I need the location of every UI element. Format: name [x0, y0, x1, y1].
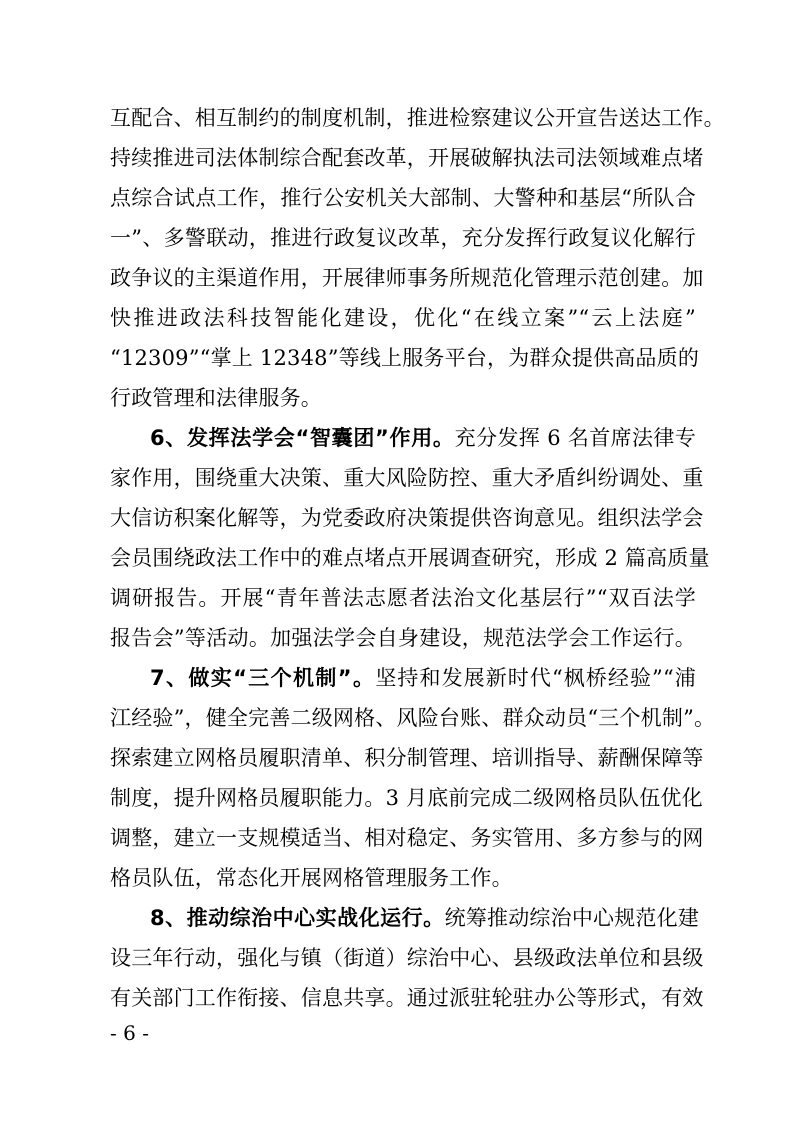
line-text: 有关部门工作衔接、信息共享。通过派驻轮驻办公等形式，有效: [110, 986, 704, 1010]
section-7-heading-line: [150, 658, 696, 698]
body-line-12: [110, 538, 710, 578]
line-text: 调整，建立一支规模适当、相对稳定、务实管用、多方参与的网: [110, 826, 704, 850]
line-text: 快推进政法科技智能化建设，优化“在线立案”“云上法庭”: [110, 306, 696, 330]
section-8-heading: 8、推动综治中心实战化运行。: [150, 906, 445, 930]
body-line-11: [110, 498, 704, 538]
section-7-heading: 7、做实“三个机制”。: [150, 666, 376, 690]
body-line-3: [110, 178, 696, 218]
body-line-22: [110, 938, 704, 978]
body-line-14: [110, 618, 696, 658]
body-line-23: [110, 978, 704, 1018]
body-line-7: [110, 338, 700, 378]
line-text: 统筹推动综治中心规范化建: [444, 906, 700, 930]
line-text: 江经验”，健全完善二级网格、风险台账、群众动员“三个机制”。: [110, 706, 716, 730]
line-text: 行政管理和法律服务。: [110, 386, 322, 410]
line-text: 一”、多警联动，推进行政复议改革，充分发挥行政复议化解行: [110, 226, 696, 250]
body-line-18: [110, 778, 703, 818]
body-line-17: [110, 738, 704, 778]
line-text: 报告会”等活动。加强法学会自身建设，规范法学会工作运行。: [110, 626, 696, 650]
line-text: 制度，提升网格员履职能力。3 月底前完成二级网格员队伍优化: [110, 786, 703, 810]
page-number: - 6 -: [110, 1021, 149, 1045]
body-line-1: [110, 98, 725, 138]
body-line-10: [110, 458, 704, 498]
line-text: 坚持和发展新时代“枫桥经验”“浦: [375, 666, 696, 690]
line-text: 家作用，围绕重大决策、重大风险防控、重大矛盾纠纷调处、重: [110, 466, 704, 490]
body-line-5: [110, 258, 704, 298]
body-line-20: [110, 858, 696, 898]
line-text: 互配合、相互制约的制度机制，推进检察建议公开宣告送达工作。: [110, 106, 725, 130]
line-text: 探索建立网格员履职清单、积分制管理、培训指导、薪酬保障等: [110, 746, 704, 770]
line-text: 充分发挥 6 名首席法律专: [454, 426, 697, 450]
section-6-heading: 6、发挥法学会“智囊团”作用。: [150, 426, 455, 450]
body-line-8: [110, 378, 696, 418]
line-text: 格员队伍，常态化开展网格管理服务工作。: [110, 866, 513, 890]
body-line-2: [110, 138, 704, 178]
line-text: 点综合试点工作，推行公安机关大部制、大警种和基层“所队合: [110, 186, 696, 210]
line-text: 政争议的主渠道作用，开展律师事务所规范化管理示范创建。加: [110, 266, 704, 290]
body-line-4: [110, 218, 696, 258]
section-8-heading-line: [150, 898, 700, 938]
line-text: 设三年行动，强化与镇（街道）综治中心、县级政法单位和县级: [110, 946, 704, 970]
body-line-13: [110, 578, 696, 618]
line-text: “12309”“掌上 12348”等线上服务平台，为群众提供高品质的: [110, 346, 700, 370]
line-text: 会员围绕政法工作中的难点堵点开展调查研究，形成 2 篇高质量: [110, 546, 710, 570]
body-line-6: [110, 298, 696, 338]
line-text: 大信访积案化解等，为党委政府决策提供咨询意见。组织法学会: [110, 506, 704, 530]
body-line-19: [110, 818, 704, 858]
section-6-heading-line: [150, 418, 696, 458]
line-text: 持续推进司法体制综合配套改革，开展破解执法司法领域难点堵: [110, 146, 704, 170]
body-line-16: [110, 698, 716, 738]
line-text: 调研报告。开展“青年普法志愿者法治文化基层行”“双百法学: [110, 586, 696, 610]
